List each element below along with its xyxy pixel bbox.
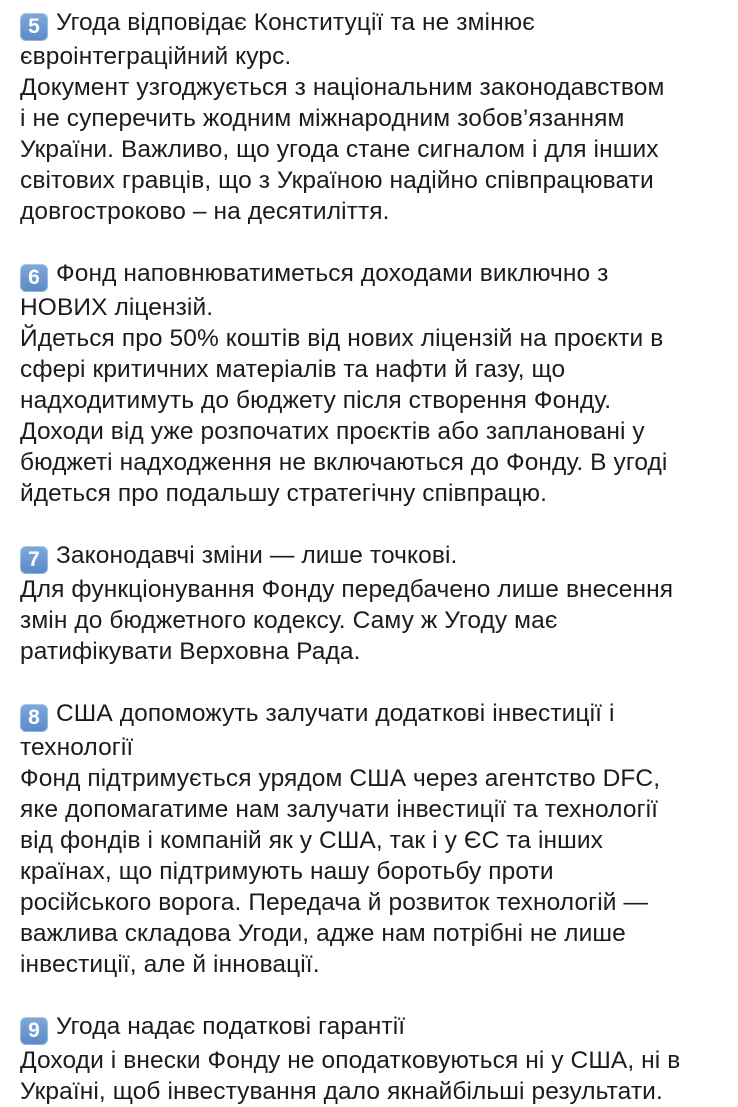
item-body-line: Україні, щоб інвестування дало якнайбільші результати. xyxy=(20,1078,663,1105)
keycap-number-icon: 7 xyxy=(20,546,48,574)
item-body-line: інвестиції, але й інновації. xyxy=(20,951,320,978)
item-body-line: ратифікувати Верховна Рада. xyxy=(20,638,361,665)
item-title-line xyxy=(20,732,724,763)
item-body-line: Для функціонування Фонду передбачено лише внесення xyxy=(20,576,674,603)
item-title-text: Фонд наповнюватиметься доходами виключно з xyxy=(56,260,609,287)
list-item xyxy=(20,698,724,980)
item-title-line xyxy=(20,698,724,732)
item-body-line: світових гравців, що з Україною надійно співпрацювати xyxy=(20,167,654,194)
item-title-line xyxy=(20,7,724,41)
item-title-text: Угода надає податкові гарантії xyxy=(56,1013,406,1040)
list-item xyxy=(20,7,724,227)
item-title-text: Угода відповідає Конституції та не змінює xyxy=(56,9,535,36)
item-title-line xyxy=(20,258,724,292)
item-body-line: надходитимуть до бюджету після створення Фонду. xyxy=(20,387,612,414)
item-body-line: країнах, що підтримують нашу боротьбу проти xyxy=(20,858,554,885)
item-title-line xyxy=(20,1011,724,1045)
item-body-line: і не суперечить жодним міжнародним зобов’язанням xyxy=(20,105,625,132)
item-title-line xyxy=(20,540,724,574)
item-body-line: Йдеться про 50% коштів від нових ліцензій на проєкти в xyxy=(20,325,664,352)
item-body-line: України. Важливо, що угода стане сигналом і для інших xyxy=(20,136,659,163)
item-body-line: яке допомагатиме нам залучати інвестиції та технології xyxy=(20,796,659,823)
item-body-line: російського ворога. Передача й розвиток технологій — xyxy=(20,889,649,916)
item-body-line: змін до бюджетного кодексу. Саму ж Угоду має xyxy=(20,607,558,634)
keycap-number-icon: 9 xyxy=(20,1017,48,1045)
item-title-line xyxy=(20,41,724,72)
item-body-line: від фондів і компаній як у США, так і у ЄС та інших xyxy=(20,827,604,854)
list-item xyxy=(20,258,724,509)
item-title-text: Законодавчі зміни — лише точкові. xyxy=(56,542,458,569)
item-title-text: євроінтеграційний курс. xyxy=(20,43,292,70)
item-body-line: сфері критичних матеріалів та нафти й газу, що xyxy=(20,356,566,383)
item-body-line: Доходи і внески Фонду не оподатковуються ні у США, ні в xyxy=(20,1047,681,1074)
item-title-text: США допоможуть залучати додаткові інвестиції і xyxy=(56,700,615,727)
keycap-number-icon: 5 xyxy=(20,13,48,41)
item-title-line xyxy=(20,292,724,323)
keycap-number-icon: 6 xyxy=(20,264,48,292)
item-body-line: Фонд підтримується урядом США через агентство DFC, xyxy=(20,765,661,792)
item-body-line: довгостроково – на десятиліття. xyxy=(20,198,390,225)
item-title-text: НОВИХ ліцензій. xyxy=(20,294,214,321)
item-body-line: йдеться про подальшу стратегічну співпрацю. xyxy=(20,480,547,507)
list-item xyxy=(20,1011,724,1107)
item-body-line: Документ узгоджується з національним законодавством xyxy=(20,74,665,101)
item-body-line: важлива складова Угоди, адже нам потрібні не лише xyxy=(20,920,626,947)
list-item xyxy=(20,540,724,667)
item-body-line: бюджеті надходження не включаються до Фонду. В угоді xyxy=(20,449,668,476)
keycap-number-icon: 8 xyxy=(20,704,48,732)
item-title-text: технології xyxy=(20,734,134,761)
item-body-line: Доходи від уже розпочатих проєктів або заплановані у xyxy=(20,418,645,445)
